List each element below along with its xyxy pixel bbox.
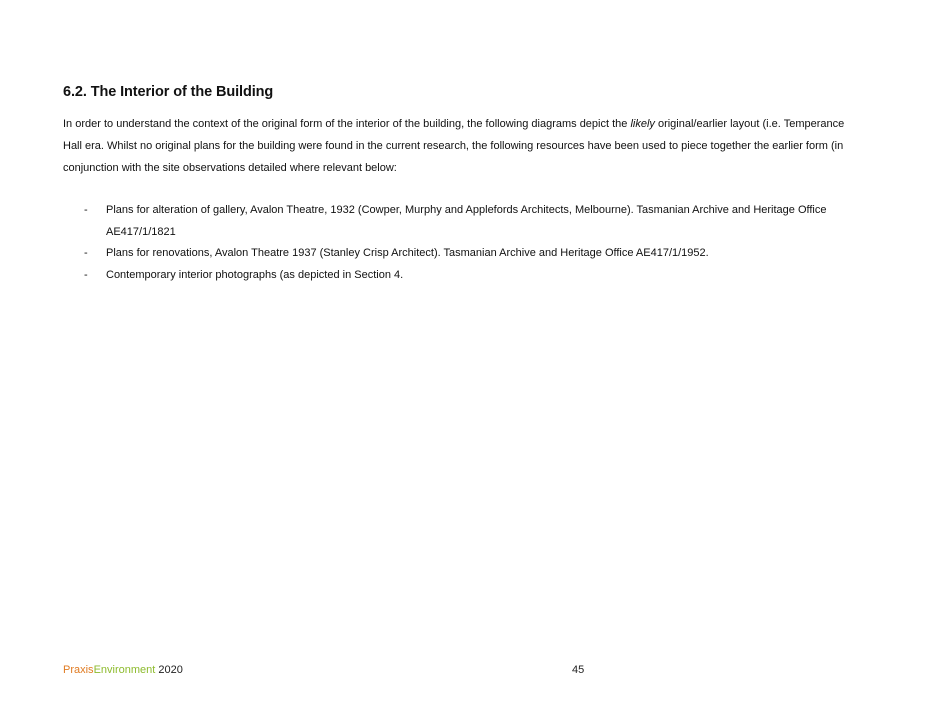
brand-name-environment: Environment (93, 664, 156, 676)
intro-text-end: original/earlier layout (i.e. Temperance Hall era. Whilst no original plans for the building were found in the current research, the following resources have been used to piece together the earlier form (in conjunction with the site observations detailed where relevant below: (63, 118, 845, 174)
list-item (84, 265, 854, 287)
intro-text-start: In order to understand the context of the original form of the interior of the building, the following diagrams depict the (63, 118, 631, 130)
brand-name-praxis: Praxis (63, 664, 94, 676)
footer-year: 2020 (155, 664, 183, 676)
footer-brand (63, 664, 183, 676)
section-heading: 6.2. The Interior of the Building (63, 84, 274, 100)
list-item-text: Plans for renovations, Avalon Theatre 1937 (Stanley Crisp Architect). Tasmanian Archive and Heritage Office AE417/1/1952. (106, 247, 709, 259)
resource-list (84, 200, 854, 286)
intro-italic-word: likely (630, 118, 655, 130)
bullet-dash: - (84, 268, 88, 281)
list-item-text: Contemporary interior photographs (as depicted in Section 4. (106, 268, 404, 281)
intro-paragraph (63, 113, 863, 179)
list-item (84, 243, 854, 265)
bullet-dash: - (84, 204, 88, 216)
list-item-text: Plans for alteration of gallery, Avalon Theatre, 1932 (Cowper, Murphy and Applefords Architects, Melbourne). Tasmanian Archive and Heritage Office AE417/1/1821 (106, 204, 827, 238)
page-number: 45 (572, 664, 585, 676)
list-item (84, 200, 854, 243)
bullet-dash: - (84, 247, 88, 259)
